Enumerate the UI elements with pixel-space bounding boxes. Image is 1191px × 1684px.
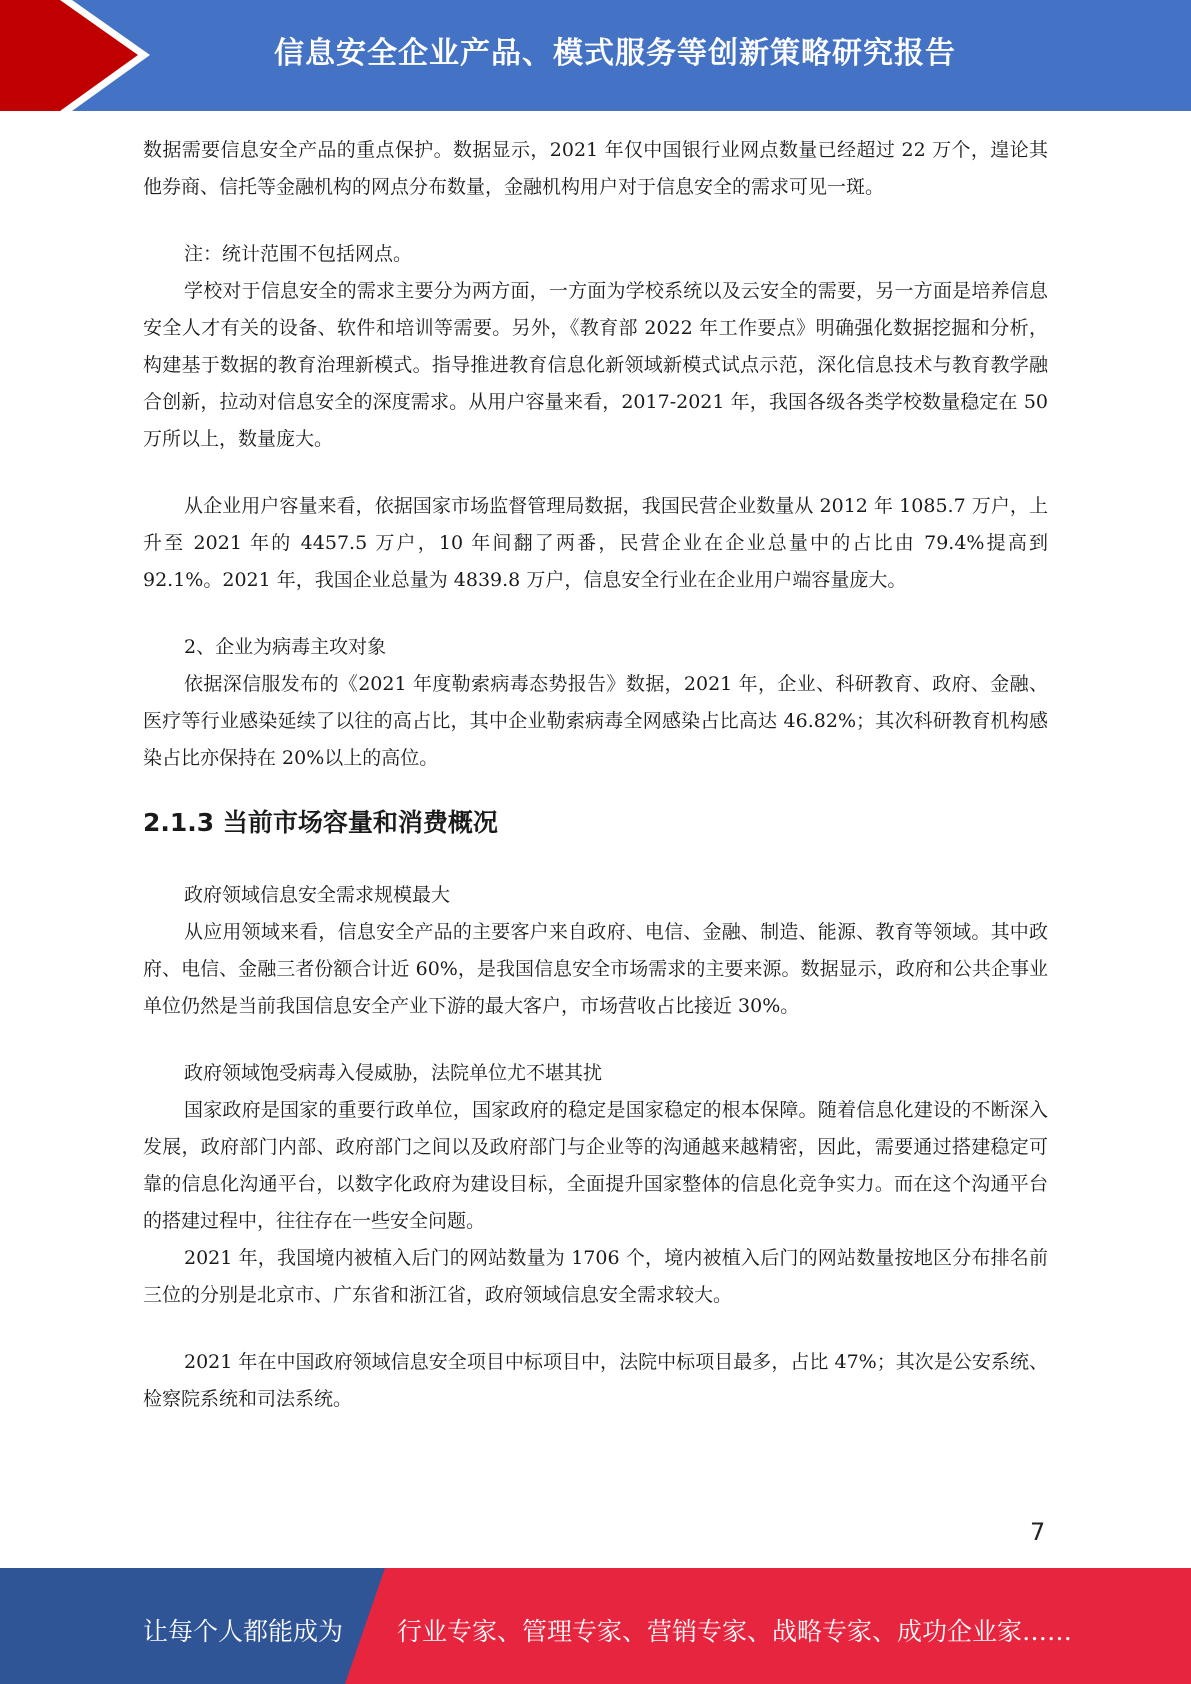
paragraph: 学校对于信息安全的需求主要分为两方面，一方面为学校系统以及云安全的需要，另一方面是培养信息安全人才有关的设备、软件和培训等需要。另外，《教育部 2022 年工作要点》明确强化数据挖掘和分析，构建基于数据的教育治理新模式。指导推进教育信息化新领域新模式试点示范，深化信息技术与教育教学融合创新，拉动对信息安全的深度需求。从用户容量来看，2017-2021 年，我国各级各类学校数量稳定在 50 万所以上，数量庞大。	[143, 280, 1048, 450]
document-body	[143, 132, 1048, 1418]
paragraph: 2021 年，我国境内被植入后门的网站数量为 1706 个，境内被植入后门的网站数量按地区分布排名前三位的分别是北京市、广东省和浙江省，政府领域信息安全需求较大。	[143, 1247, 1048, 1306]
subheading: 政府领域饱受病毒入侵威胁，法院单位尤不堪其扰	[184, 1062, 603, 1084]
paragraph: 数据需要信息安全产品的重点保护。数据显示，2021 年仅中国银行业网点数量已经超过 22 万个，遑论其他券商、信托等金融机构的网点分布数量，金融机构用户对于信息安全的需求可见一斑。	[143, 139, 1048, 198]
paragraph: 依据深信服发布的《2021 年度勒索病毒态势报告》数据，2021 年，企业、科研教育、政府、金融、医疗等行业感染延续了以往的高占比，其中企业勒索病毒全网感染占比高达 46.82%；其次科研教育机构感染占比亦保持在 20%以上的高位。	[143, 673, 1048, 769]
footer-slogan-left: 让每个人都能成为	[143, 1617, 344, 1646]
paragraph: 国家政府是国家的重要行政单位，国家政府的稳定是国家稳定的根本保障。随着信息化建设的不断深入发展，政府部门内部、政府部门之间以及政府部门与企业等的沟通越来越精密，因此，需要通过搭建稳定可靠的信息化沟通平台，以数字化政府为建设目标，全面提升国家整体的信息化竞争实力。而在这个沟通平台的搭建过程中，往往存在一些安全问题。	[143, 1099, 1048, 1232]
subheading: 政府领域信息安全需求规模最大	[184, 884, 451, 906]
header-title: 信息安全企业产品、模式服务等创新策略研究报告	[274, 36, 956, 71]
paragraph: 从应用领域来看，信息安全产品的主要客户来自政府、电信、金融、制造、能源、教育等领域。其中政府、电信、金融三者份额合计近 60%，是我国信息安全市场需求的主要来源。数据显示，政府和公共企事业单位仍然是当前我国信息安全产业下游的最大客户，市场营收占比接近 30%。	[143, 921, 1048, 1017]
page-number: 7	[1030, 1518, 1046, 1546]
page-footer	[0, 1568, 1191, 1684]
subheading: 2、企业为病毒主攻对象	[184, 636, 387, 658]
note-text: 注：统计范围不包括网点。	[184, 243, 413, 265]
footer-slogan-right: 行业专家、管理专家、营销专家、战略专家、成功企业家……	[397, 1617, 1073, 1646]
section-heading: 2.1.3 当前市场容量和消费概况	[143, 808, 498, 837]
page-header	[0, 0, 1191, 111]
paragraph: 从企业用户容量来看，依据国家市场监督管理局数据，我国民营企业数量从 2012 年 1085.7 万户，上升至 2021 年的 4457.5 万户，10 年间翻了两番，民营企业在企业总量中的占比由 79.4%提高到 92.1%。2021 年，我国企业总量为 4839.8 万户，信息安全行业在企业用户端容量庞大。	[143, 495, 1048, 591]
paragraph: 2021 年在中国政府领域信息安全项目中标项目中，法院中标项目最多，占比 47%；其次是公安系统、检察院系统和司法系统。	[143, 1351, 1048, 1410]
